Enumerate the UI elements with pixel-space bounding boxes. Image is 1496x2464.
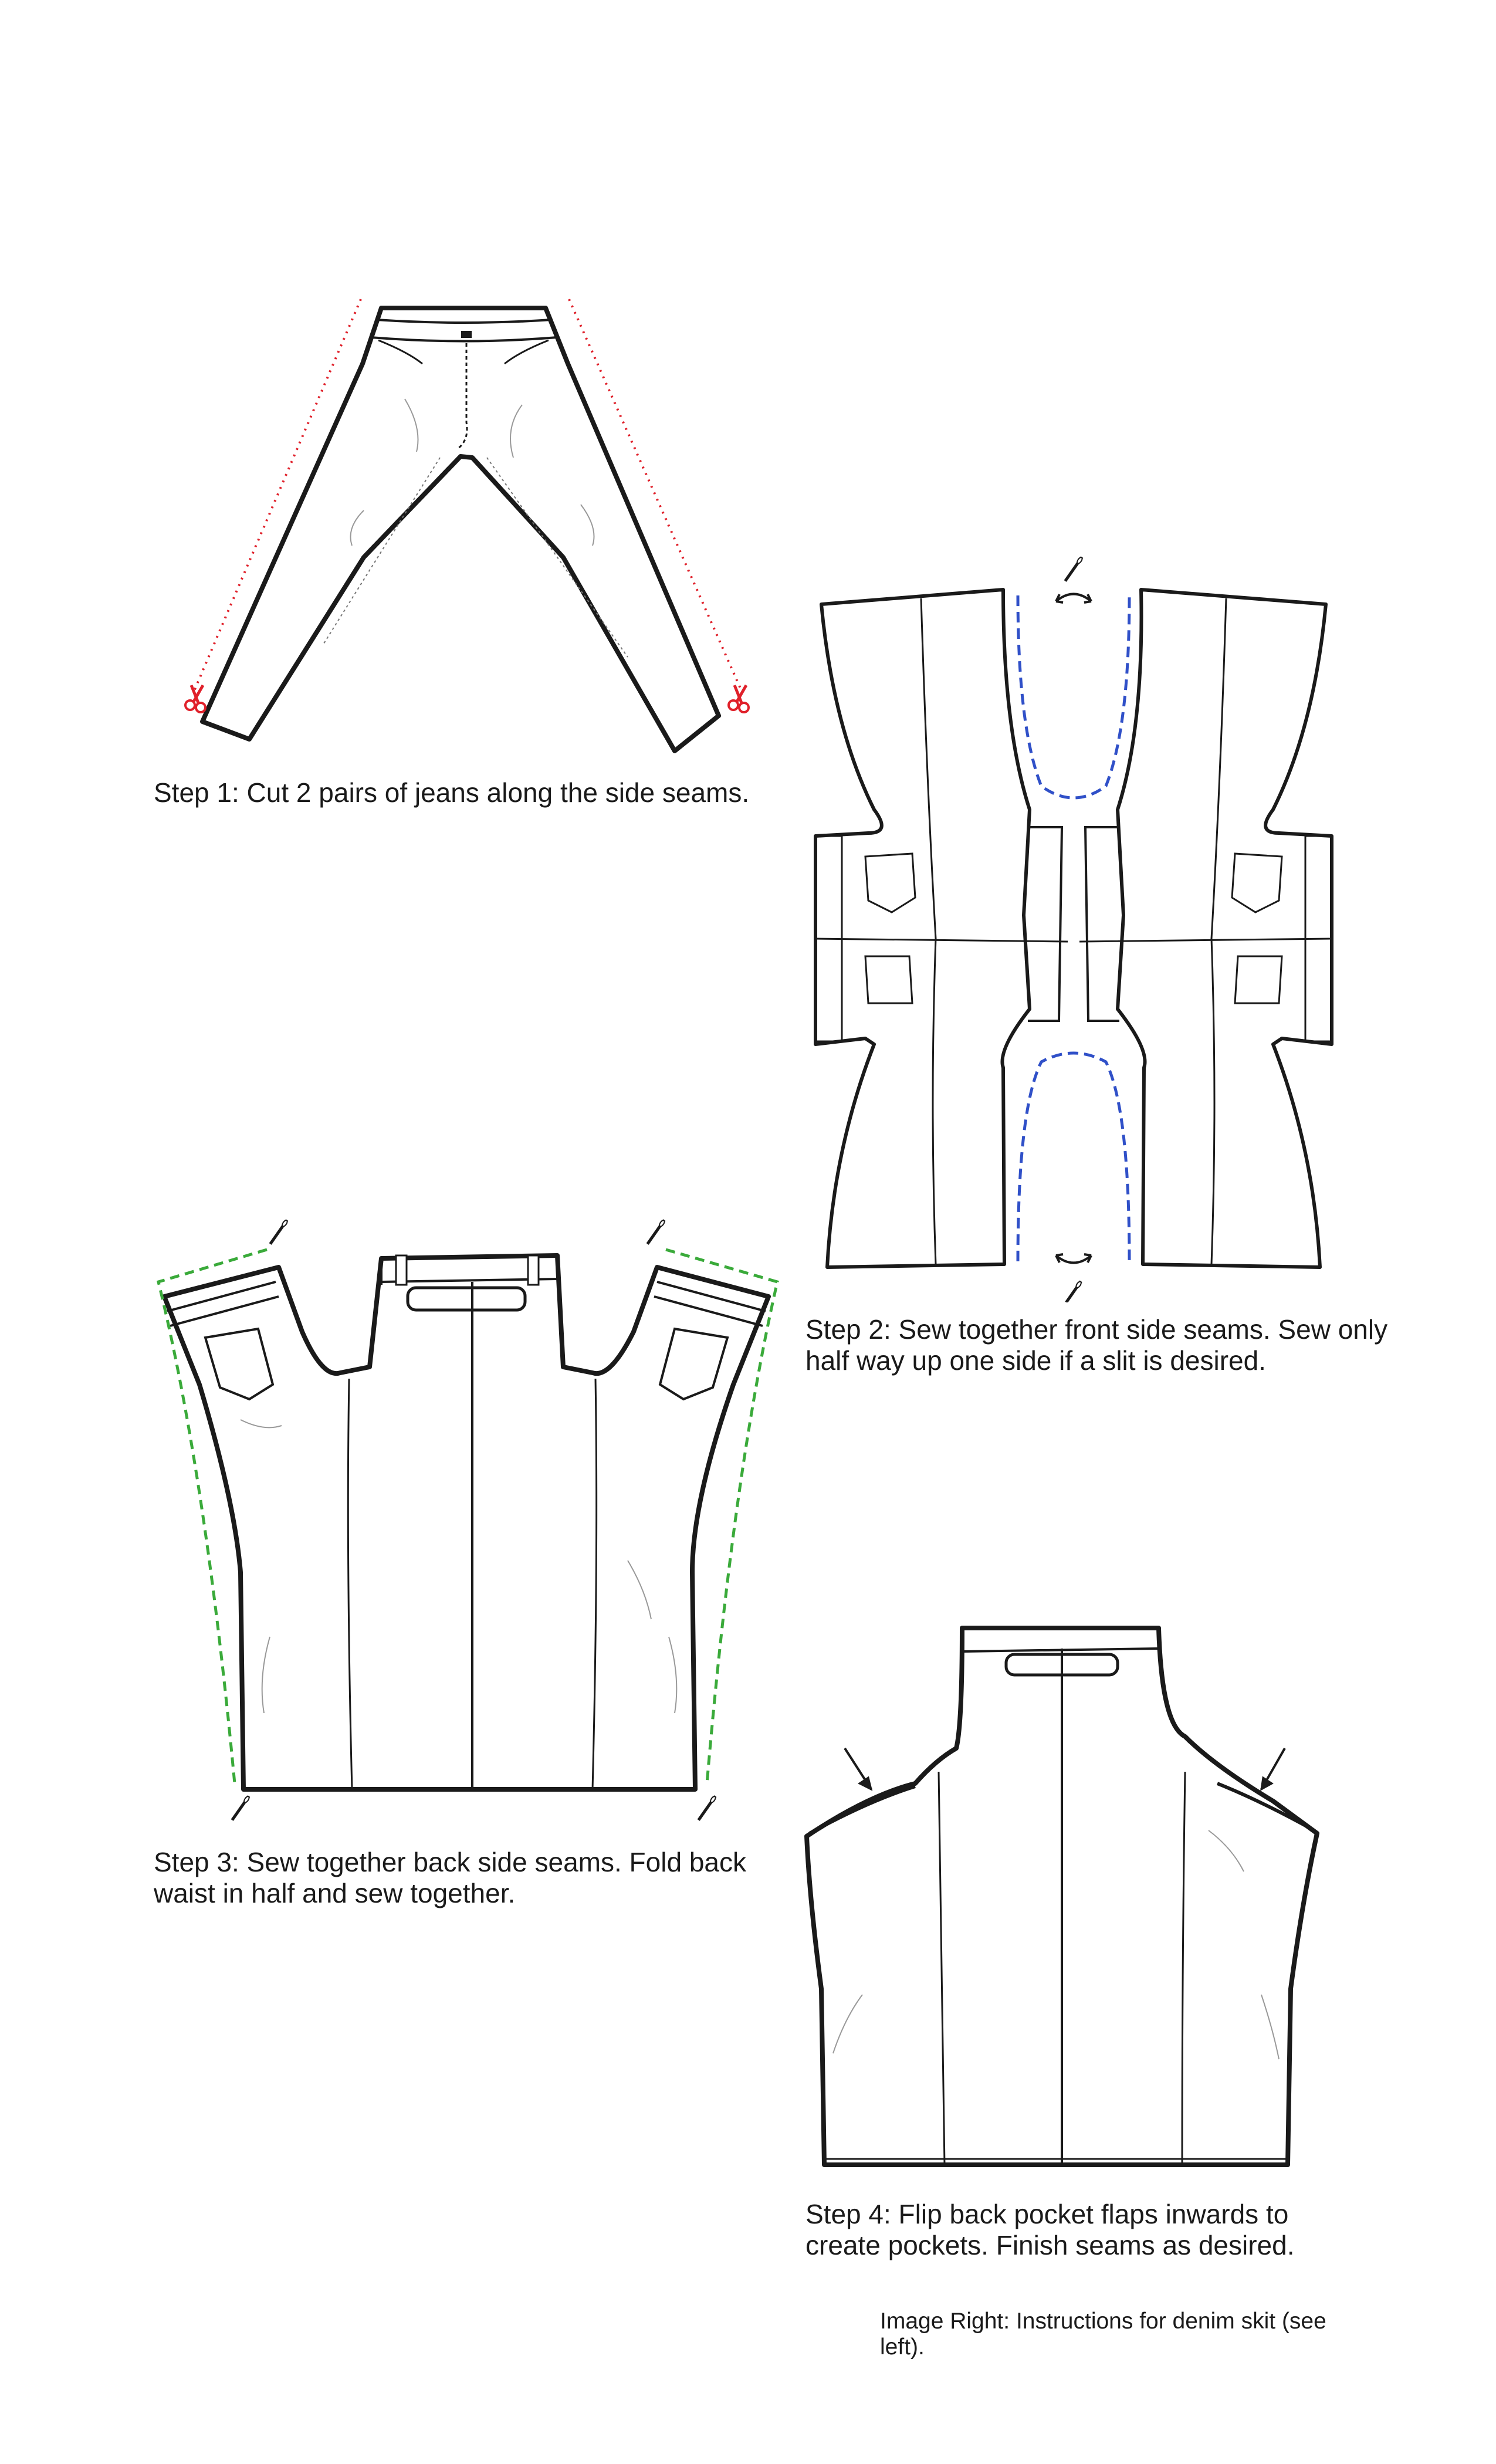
front-seam-top xyxy=(1018,595,1129,798)
image-credit: Image Right: Instructions for denim skit (see left). xyxy=(880,2309,1326,2360)
left-half-outline xyxy=(815,590,1030,1267)
belt-loop-left xyxy=(396,1255,407,1285)
step-4-illustration xyxy=(798,1607,1361,2212)
opened-jeans-diagram xyxy=(810,551,1361,1302)
needle-icon xyxy=(231,1795,251,1821)
jeans-outline xyxy=(202,308,719,751)
flip-arrow-icon xyxy=(1056,594,1091,603)
scissors-icon xyxy=(729,685,749,712)
needle-icon xyxy=(269,1219,289,1245)
fold-arrow-icon xyxy=(845,1748,871,1789)
folded-waist-tab xyxy=(408,1288,525,1310)
step-3-caption: Step 3: Sew together back side seams. Fold back waist in half and sew together. xyxy=(154,1847,746,1908)
flip-arrow-icon xyxy=(1056,1254,1091,1263)
belt-loop-right xyxy=(528,1255,539,1285)
fly-pieces xyxy=(1028,827,1119,1021)
needle-icon xyxy=(1064,556,1084,582)
step-2-caption: Step 2: Sew together front side seams. Sew only half way up one side if a slit is desired. xyxy=(805,1314,1388,1376)
needle-icon xyxy=(646,1219,666,1245)
fold-arrow-icon xyxy=(1261,1748,1285,1789)
step-1-illustration xyxy=(170,282,780,774)
back-skirt-outline xyxy=(164,1255,769,1789)
step-4-caption: Step 4: Flip back pocket flaps inwards to create pockets. Finish seams as desired. xyxy=(805,2199,1295,2260)
step-3-illustration xyxy=(147,1209,804,1825)
jeans-button xyxy=(461,331,472,338)
front-seam-bottom xyxy=(1018,1053,1129,1261)
step-2-illustration xyxy=(810,551,1361,1302)
needle-icon xyxy=(697,1795,717,1821)
finished-skirt-diagram xyxy=(798,1607,1361,2212)
needle-icon xyxy=(1065,1280,1082,1302)
step-1-caption: Step 1: Cut 2 pairs of jeans along the side seams. xyxy=(154,777,750,808)
jeans-diagram xyxy=(170,282,780,774)
right-half-outline xyxy=(1118,590,1332,1267)
back-seams-diagram xyxy=(147,1209,804,1825)
